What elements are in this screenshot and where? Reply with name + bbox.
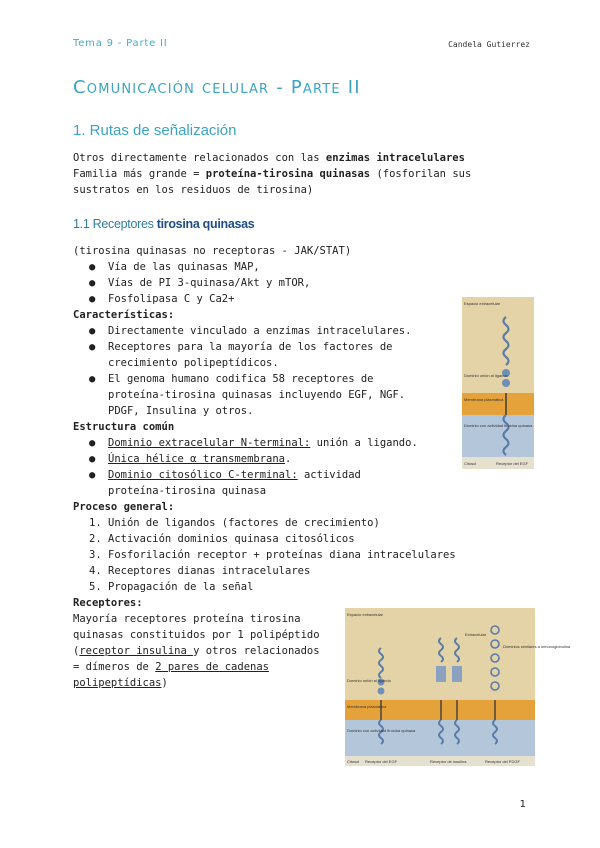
list-item: ● Dominio extracelular N-terminal: unión a ligando.: [89, 437, 418, 449]
list-item: 5. Propagación de la señal: [89, 581, 254, 593]
list-item: 4. Receptores dianas intracelulares: [89, 565, 311, 577]
label-membrane: Membrana plasmática: [464, 397, 504, 402]
nonreceptor-list: [73, 259, 456, 307]
header-course-label: Tema 9 - Parte II: [73, 38, 168, 49]
proceso-heading: Proceso general:: [73, 501, 175, 513]
list-item: ● Fosfolipasa C y Ca2+: [89, 293, 235, 305]
subsection-heading: 1.1 Receptores tirosina quinasas: [73, 217, 255, 231]
estructura-heading: Estructura común: [73, 421, 175, 433]
list-item: 2. Activación dominios quinasa citosólicos: [89, 533, 355, 545]
nonreceptor-line: (tirosina quinasas no receptoras - JAK/STAT): [73, 245, 352, 257]
list-item: ● Vía de las quinasas MAP,: [89, 261, 260, 273]
page-title: [73, 77, 361, 98]
receptores-paragraph: Mayoría receptores proteína tirosina quinasas constituidos por 1 polipéptido (receptor insulina y otros relacionados = dímeros de 2 pares de cadenas polipeptídicas): [73, 613, 320, 689]
proceso-list: [73, 515, 456, 595]
egf-receptor-diagram: [462, 297, 534, 469]
label-kinase-domain: Dominio con actividad tirosina quinasa: [347, 728, 416, 733]
section-heading: 1. Rutas de señalización: [73, 122, 237, 139]
label-extracellular: Espacio extracelular: [464, 301, 501, 306]
list-item: ● Directamente vinculado a enzimas intracelulares.: [89, 325, 412, 337]
label-cytosol: Citosol: [464, 461, 477, 466]
header-author: Candela Gutierrez: [448, 40, 530, 49]
caption-egf: Receptor del EGF: [365, 759, 398, 764]
receptor-types-diagram: [345, 608, 571, 766]
estructura-list: [73, 435, 456, 499]
caracteristicas-heading: Características:: [73, 309, 175, 321]
receptores-heading: Receptores:: [73, 597, 143, 609]
label-insulin-extracellular: Extracelular: [465, 632, 487, 637]
receptor-types-figure: [345, 608, 571, 766]
list-item: ● El genoma humano codifica 58 receptores de proteína-tirosina quinasas incluyendo EGF, NGF. PDGF, Insulina y otros.: [89, 373, 406, 417]
list-item: 1. Unión de ligandos (factores de crecimiento): [89, 517, 380, 529]
list-item: ● Vías de PI 3-quinasa/Akt y mTOR,: [89, 277, 311, 289]
label-caption: Receptor del EGF: [496, 461, 529, 466]
label-ligand-domain: Dominio unión al ligando: [347, 678, 391, 683]
egf-receptor-figure: [462, 297, 534, 469]
label-membrane: Membrana plasmática: [347, 704, 387, 709]
label-ligand-domain: Dominio unión al ligando: [464, 373, 508, 378]
title-part: Parte II: [290, 77, 361, 98]
label-cytosol: Citosol: [347, 759, 360, 764]
caption-pdgf: Receptor del PDGF: [485, 759, 520, 764]
caption-insulin: Receptor de insulina: [430, 759, 467, 764]
intro-line-3: sustratos en los residuos de tirosina): [73, 184, 314, 196]
caracteristicas-list: [73, 323, 456, 419]
label-kinase-domain: Dominio con actividad tirosina quinasa: [464, 423, 533, 428]
title-separator: -: [269, 77, 291, 98]
list-item: ● Dominio citosólico C-terminal: actividad proteína-tirosina quinasa: [89, 469, 361, 497]
label-pdgf-domains: Dominios similares a inmunoglobulina: [503, 644, 571, 649]
page-number: 1: [519, 799, 526, 810]
intro-paragraph: [73, 150, 471, 198]
list-item: ● Única hélice α transmembrana.: [89, 453, 292, 465]
list-item: 3. Fosforilación receptor + proteínas diana intracelulares: [89, 549, 456, 561]
intro-line-1: Otros directamente relacionados con las enzimas intracelulares: [73, 152, 465, 164]
intro-line-2: Familia más grande = proteína-tirosina quinasas (fosforilan sus: [73, 168, 472, 180]
title-main: Comunicación celular: [73, 77, 270, 98]
label-extracellular: Espacio extracelular: [347, 612, 384, 617]
list-item: ● Receptores para la mayoría de los factores de crecimiento polipeptídicos.: [89, 341, 393, 369]
